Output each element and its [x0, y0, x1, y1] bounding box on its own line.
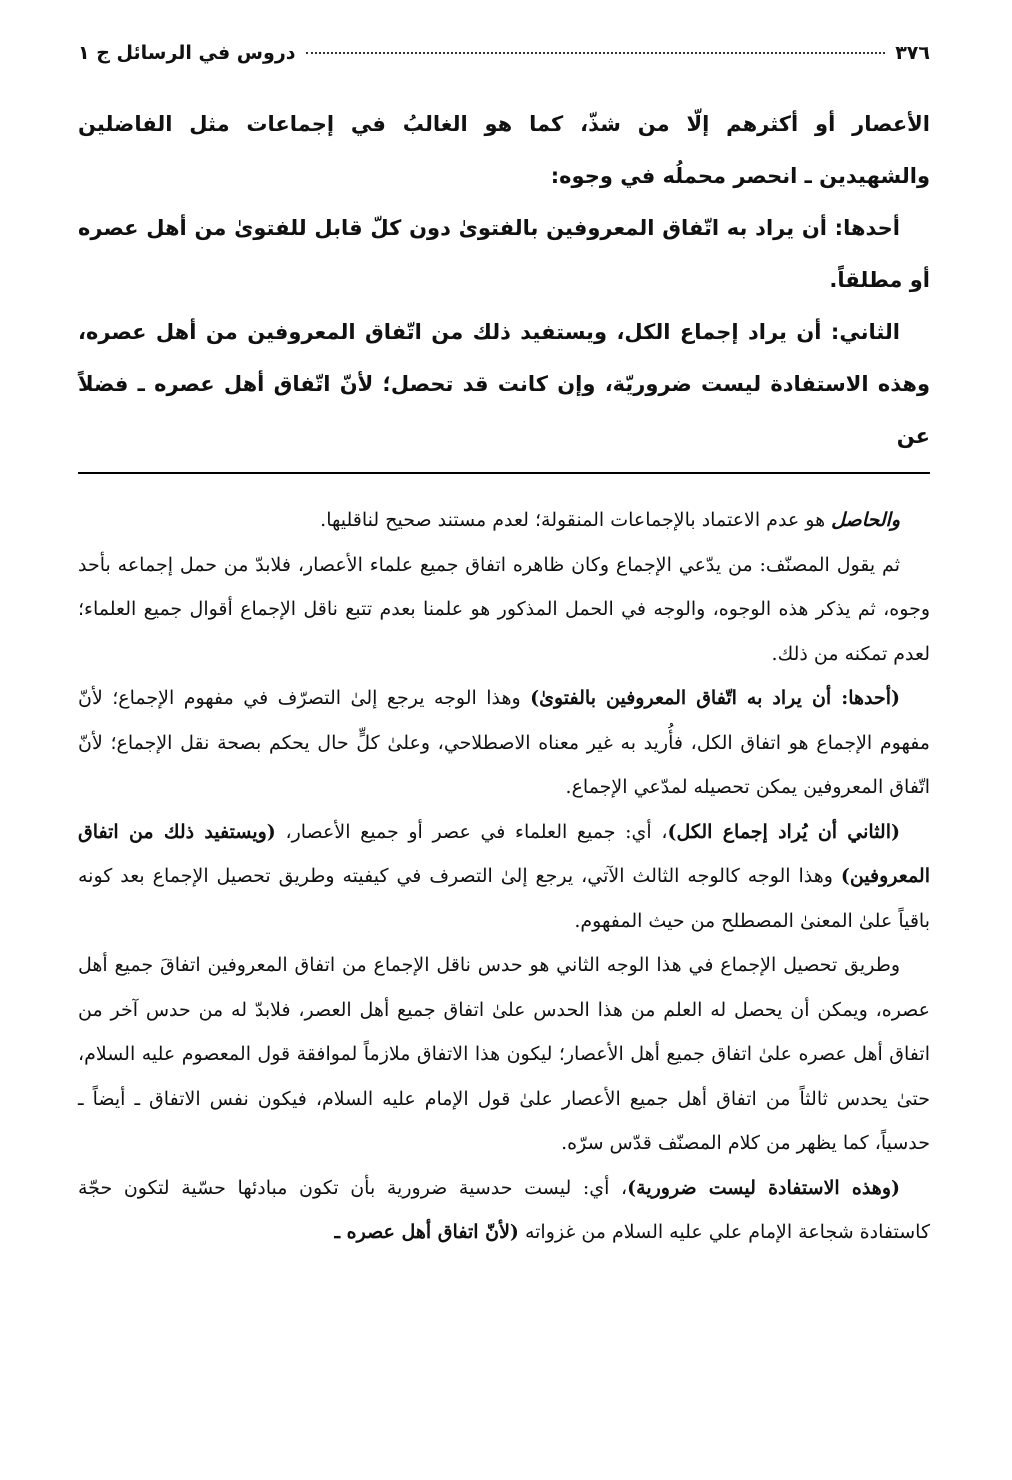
main-text [78, 98, 930, 462]
page-number: ٣٧٦ [895, 42, 930, 64]
commentary-text-span: وهذا الوجه يرجع إلىٰ التصرّف في مفهوم الإجماع؛ لأنّ مفهوم الإجماع هو اتفاق الكل، فأُريد به غير معناه الاصطلاحي، وعلىٰ كلٍّ حال يحكم بصحة نقل الإجماع؛ لأنّ اتّفاق المعروفين يمكن تحصيله لمدّعي الإجماع. [78, 687, 930, 798]
commentary-paragraph-5: وطريق تحصيل الإجماع في هذا الوجه الثاني هو حدس ناقل الإجماع من اتفاق المعروفين اتفاقَ جميع أهل عصره، ويمكن أن يحصل له العلم من هذا الحدس علىٰ اتفاق جميع أهل العصر، فلابدّ له من حدس آخر من اتفاق أهل عصره علىٰ اتفاق جميع أهل الأعصار؛ ليكون هذا الاتفاق ملازماً لموافقة قول المعصوم عليه السلام، حتىٰ يحدس ثالثاً من اتفاق أهل جميع الأعصار علىٰ قول الإمام عليه السلام، فيكون نفس الاتفاق ـ أيضاً ـ حدسياً، كما يظهر من كلام المصنّف قدّس سرّه. [78, 954, 930, 1154]
commentary-paragraph-4 [78, 810, 930, 944]
main-paragraph-3: الثاني: أن يراد إجماع الكل، ويستفيد ذلك من اتّفاق المعروفين من أهل عصره، وهذه الاستفادة ليست ضروريّة، وإن كانت قد تحصل؛ لأنّ اتّفاق أهل عصره ـ فضلاً عن [78, 320, 930, 448]
page-header [78, 42, 930, 76]
section-divider [78, 472, 930, 474]
commentary-lead-word: والحاصل [831, 509, 900, 531]
commentary-text-span: هو عدم الاعتماد بالإجماعات المنقولة؛ لعدم مستند صحيح لناقليها. [320, 509, 832, 531]
commentary-text [78, 498, 930, 1255]
commentary-text-span: وهذا الوجه كالوجه الثالث الآتي، يرجع إلىٰ التصرف في كيفيته وطريق تحصيل الإجماع بعد كونه باقياً علىٰ المعنىٰ المصطلح من حيث المفهوم. [78, 865, 930, 932]
commentary-text-span: ، أي: جميع العلماء في عصر أو جميع الأعصار، [275, 820, 668, 843]
quoted-phrase: (أحدها: أن يراد به اتّفاق المعروفين بالفتوىٰ) [530, 687, 901, 709]
main-paragraph-2: أحدها: أن يراد به اتّفاق المعروفين بالفتوىٰ دون كلّ قابل للفتوىٰ من أهل عصره أو مطلقاً. [78, 216, 930, 292]
quoted-phrase: (لأنّ اتفاق أهل عصره ـ [334, 1221, 519, 1243]
commentary-paragraph-6 [78, 1166, 930, 1255]
quoted-phrase: (وهذه الاستفادة ليست ضرورية) [627, 1176, 900, 1199]
commentary-paragraph-3 [78, 676, 930, 810]
book-title: دروس في الرسائل ج ١ [78, 42, 296, 64]
book-page [78, 42, 930, 1255]
main-paragraph-1: الأعصار أو أكثرهم إلّا من شذّ، كما هو الغالبُ في إجماعات مثل الفاضلين والشهيدين ـ انحصر محملُه في وجوه: [78, 112, 930, 188]
commentary-text-span: ، أي: ليست حدسية ضرورية بأن تكون مبادئها حسّية لتكون حجّة كاستفادة شجاعة الإمام علي عليه السلام من غزواته [78, 1176, 930, 1243]
header-dot-leader [306, 52, 886, 54]
commentary-paragraph-2: ثم يقول المصنّف: من يدّعي الإجماع وكان ظاهره اتفاق جميع علماء الأعصار، فلابدّ من حمل إجماعه بأحد وجوه، ثم يذكر هذه الوجوه، والوجه في الحمل المذكور هو علمنا بعدم تتبع ناقل الإجماع أقوال جميع العلماء؛ لعدم تمكنه من ذلك. [78, 553, 930, 665]
quoted-phrase: (الثاني أن يُراد إجماع الكل) [667, 820, 900, 843]
commentary-paragraph-1 [78, 498, 930, 543]
quoted-phrase: (ويستفيد ذلك من اتفاق المعروفين) [78, 820, 930, 887]
